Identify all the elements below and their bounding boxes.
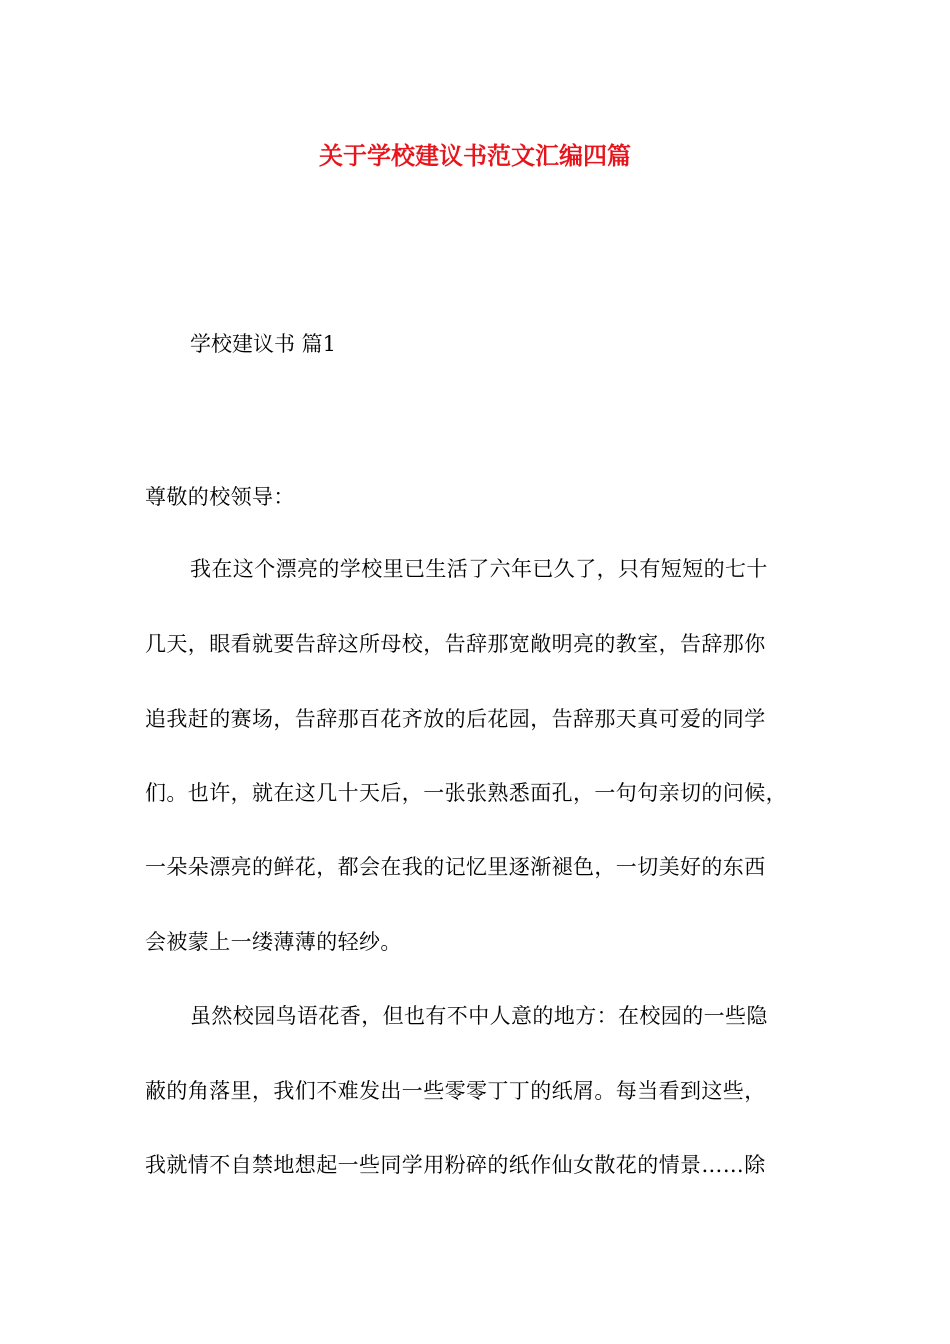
paragraph-line: 虽然校园鸟语花香，但也有不中人意的地方：在校园的一些隐 xyxy=(190,1004,768,1028)
section-heading: 学校建议书 篇1 xyxy=(190,332,337,356)
paragraph-line: 们。也许，就在这几十天后，一张张熟悉面孔，一句句亲切的问候， xyxy=(145,781,787,805)
paragraph-line: 我就情不自禁地想起一些同学用粉碎的纸作仙女散花的情景……除 xyxy=(145,1153,766,1177)
salutation: 尊敬的校领导： xyxy=(145,485,295,509)
paragraph-line: 一朵朵漂亮的鲜花，都会在我的记忆里逐渐褪色，一切美好的东西 xyxy=(145,855,766,879)
paragraph-line: 蔽的角落里，我们不难发出一些零零丁丁的纸屑。每当看到这些， xyxy=(145,1079,766,1103)
paragraph-line: 几天，眼看就要告辞这所母校，告辞那宽敞明亮的教室，告辞那你 xyxy=(145,632,766,656)
paragraph-line: 我在这个漂亮的学校里已生活了六年已久了，只有短短的七十 xyxy=(190,557,768,581)
paragraph-line: 追我赶的赛场，告辞那百花齐放的后花园，告辞那天真可爱的同学 xyxy=(145,707,766,731)
document-title: 关于学校建议书范文汇编四篇 xyxy=(319,141,631,170)
paragraph-line: 会被蒙上一缕薄薄的轻纱。 xyxy=(145,930,402,954)
